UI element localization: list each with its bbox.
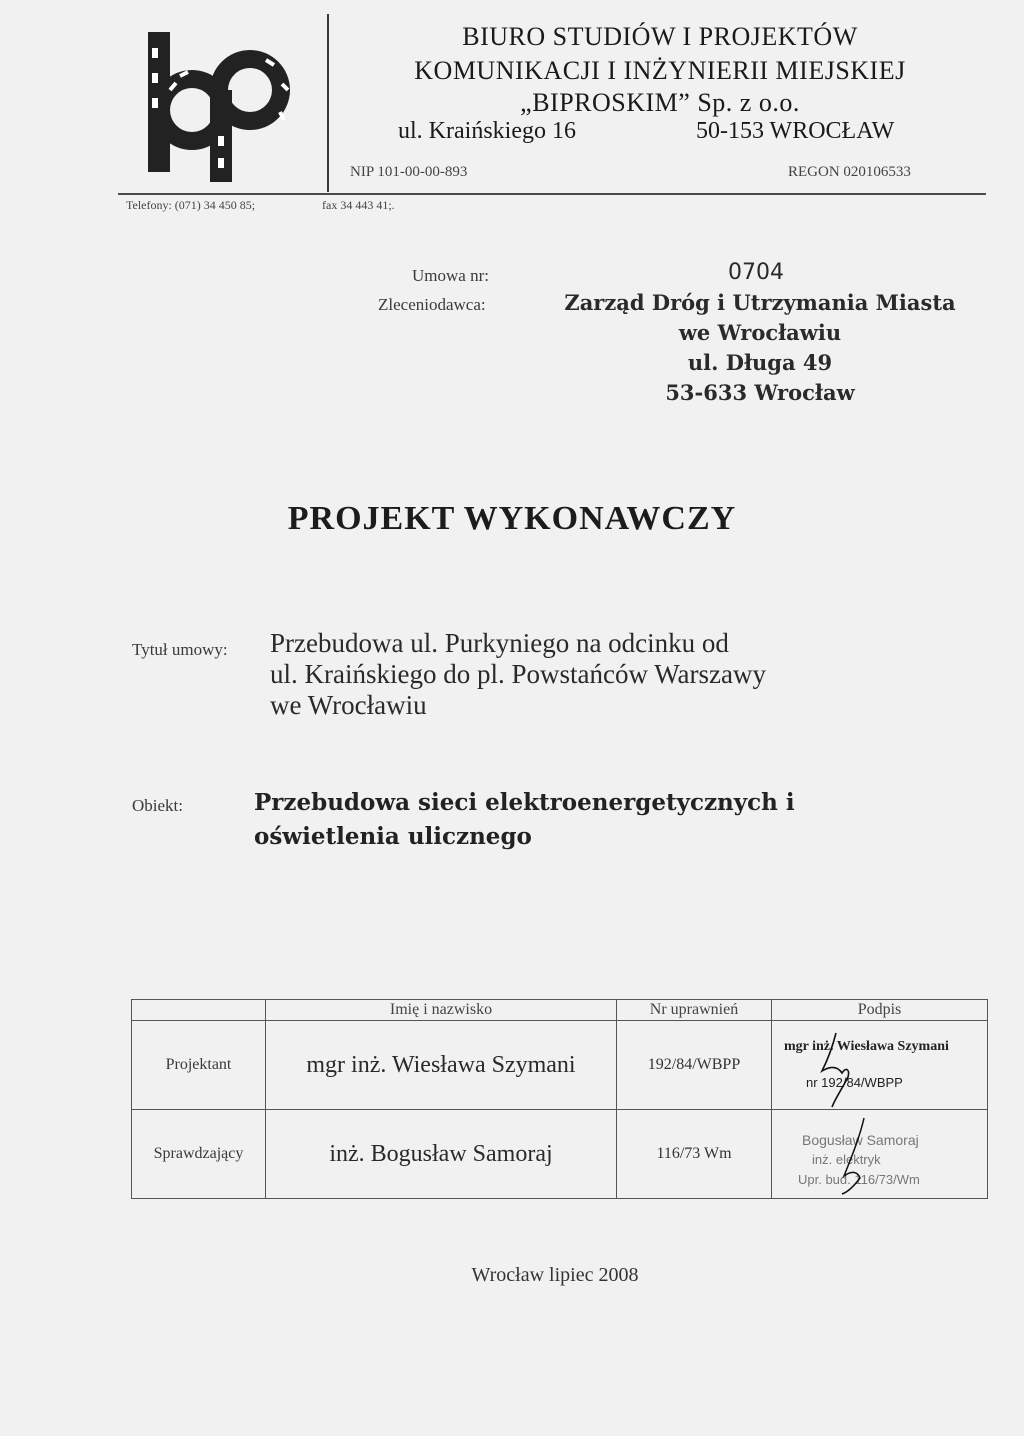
contract-title-line: Przebudowa ul. Purkyniego na odcinku od bbox=[270, 628, 729, 658]
row-number: 116/73 Wm bbox=[617, 1110, 772, 1199]
table-header-name: Imię i nazwisko bbox=[266, 1000, 617, 1021]
contract-number-value: 0704 bbox=[728, 260, 784, 285]
company-city: 50-153 WROCŁAW bbox=[696, 118, 895, 144]
row-name: mgr inż. Wiesława Szymani bbox=[266, 1021, 617, 1110]
signature-stamp bbox=[772, 1110, 988, 1199]
signature-stamp bbox=[772, 1021, 988, 1110]
client-block bbox=[540, 288, 980, 408]
company-phones: Telefony: (071) 34 450 85; bbox=[126, 198, 256, 212]
table-header-number: Nr uprawnień bbox=[617, 1000, 772, 1021]
company-name-line1: BIURO STUDIÓW I PROJEKTÓW bbox=[462, 22, 858, 51]
client-label: Zleceniodawca: bbox=[378, 295, 486, 314]
signature-table bbox=[131, 999, 988, 1199]
object-line: oświetlenia ulicznego bbox=[254, 823, 532, 850]
contract-title bbox=[270, 628, 910, 721]
place-date: Wrocław lipiec 2008 bbox=[471, 1264, 639, 1286]
contract-title-label: Tytuł umowy: bbox=[132, 640, 228, 659]
company-name-line2: KOMUNIKACJI I INŻYNIERII MIEJSKIEJ bbox=[414, 56, 906, 85]
client-line: ul. Długa 49 bbox=[687, 350, 833, 375]
document-title: PROJEKT WYKONAWCZY bbox=[287, 500, 737, 537]
signature-scribble bbox=[802, 1029, 882, 1109]
object-line: Przebudowa sieci elektroenergetycznych i bbox=[254, 789, 795, 816]
company-nip: NIP 101-00-00-893 bbox=[350, 164, 468, 180]
client-line: Zarząd Dróg i Utrzymania Miasta bbox=[564, 290, 956, 315]
contract-number-label: Umowa nr: bbox=[412, 266, 489, 285]
table-header-row bbox=[132, 1000, 988, 1021]
stamp-line: mgr inż. Wiesława Szymani bbox=[784, 1039, 949, 1054]
table-row bbox=[132, 1110, 988, 1199]
client-line: we Wrocławiu bbox=[678, 320, 842, 345]
row-role: Projektant bbox=[132, 1021, 266, 1110]
company-regon: REGON 020106533 bbox=[788, 164, 911, 180]
company-fax: fax 34 443 41;. bbox=[322, 198, 395, 212]
company-street: ul. Kraińskiego 16 bbox=[398, 118, 576, 144]
contract-title-line: we Wrocławiu bbox=[270, 690, 427, 720]
client-line: 53-633 Wrocław bbox=[665, 380, 855, 405]
table-header-signature: Podpis bbox=[772, 1000, 988, 1021]
table-row bbox=[132, 1021, 988, 1110]
table-header-empty bbox=[132, 1000, 266, 1021]
stamp-line: inż. elektryk bbox=[812, 1152, 881, 1167]
row-role: Sprawdzający bbox=[132, 1110, 266, 1199]
company-name-line3: „BIPROSKIM” Sp. z o.o. bbox=[520, 88, 800, 117]
stamp-line: Bogusław Samoraj bbox=[802, 1132, 919, 1148]
row-name: inż. Bogusław Samoraj bbox=[266, 1110, 617, 1199]
company-logo bbox=[140, 28, 300, 188]
contract-title-line: ul. Kraińskiego do pl. Powstańców Warszawy bbox=[270, 659, 766, 689]
header-divider-vertical bbox=[327, 14, 329, 192]
signature-scribble bbox=[824, 1116, 894, 1196]
object-description bbox=[254, 786, 954, 854]
header-divider-horizontal bbox=[118, 193, 986, 195]
row-number: 192/84/WBPP bbox=[617, 1021, 772, 1110]
object-label: Obiekt: bbox=[132, 796, 183, 815]
stamp-line: nr 192/84/WBPP bbox=[806, 1075, 903, 1090]
stamp-line: Upr. bud. 116/73/Wm bbox=[798, 1172, 920, 1187]
